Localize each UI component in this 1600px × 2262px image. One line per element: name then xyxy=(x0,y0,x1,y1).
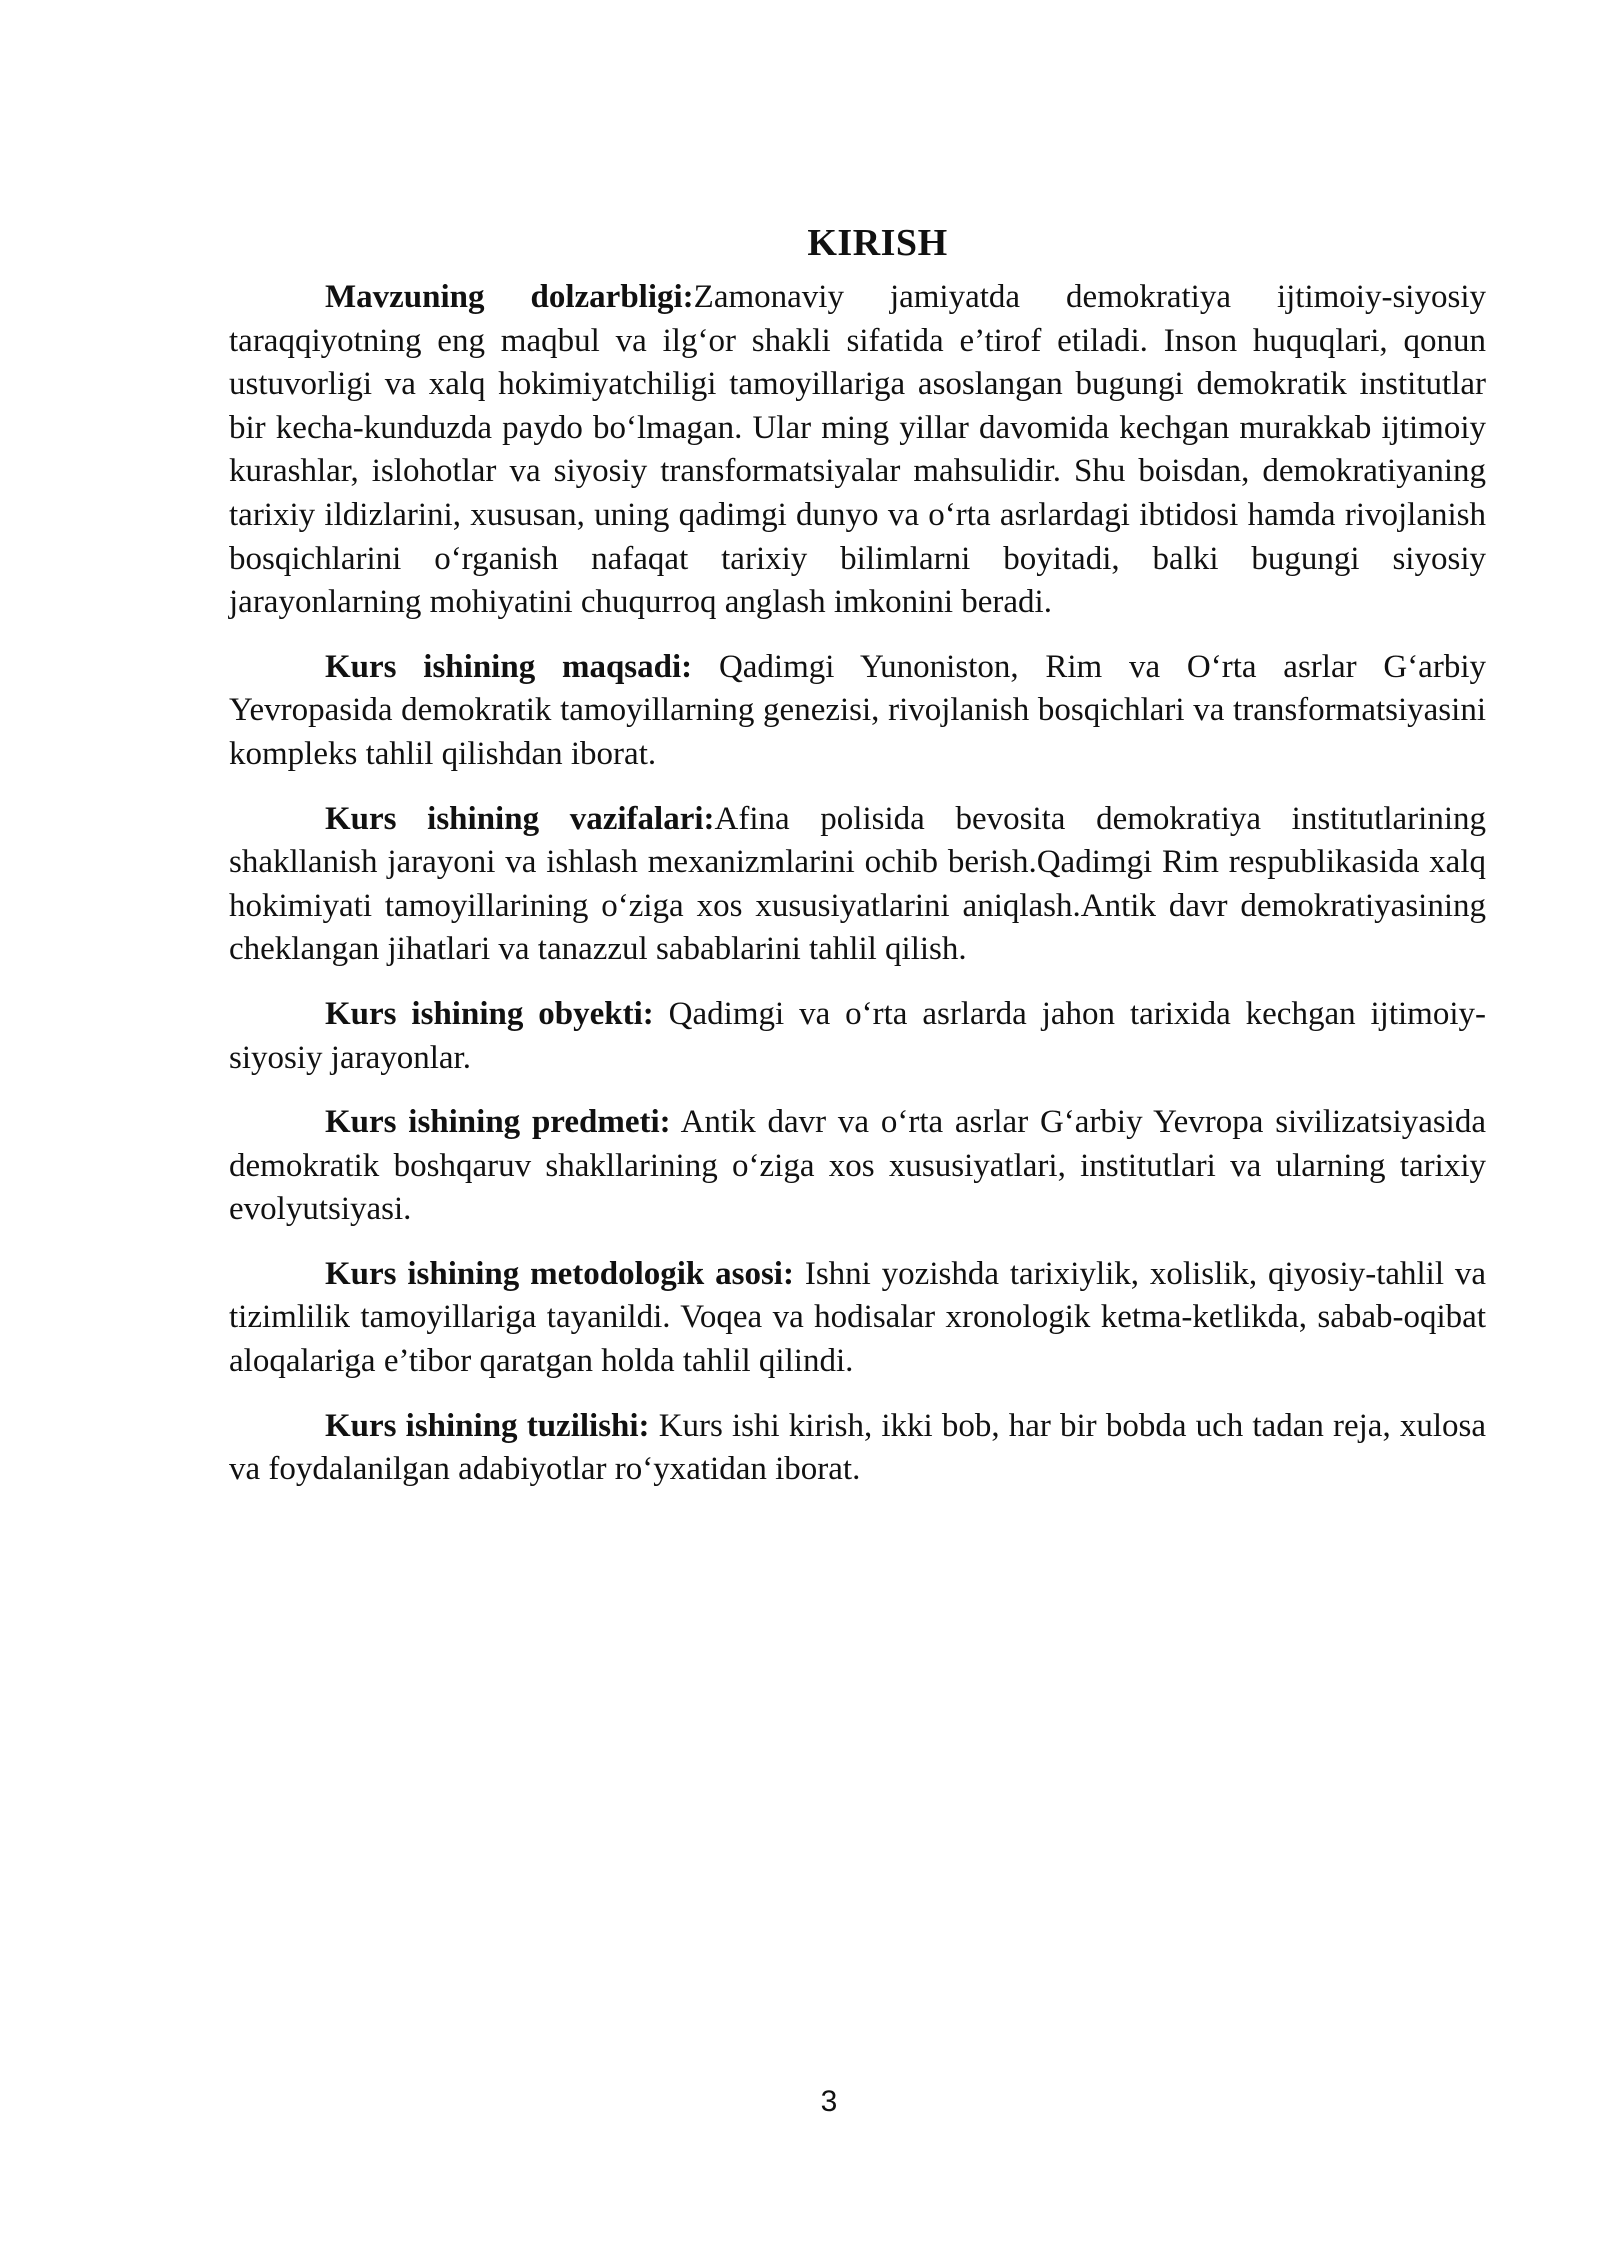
paragraph-structure xyxy=(229,1405,1486,1492)
paragraph-label: Mavzuning dolzarbligi: xyxy=(325,279,694,315)
page-title: KIRISH xyxy=(807,222,948,264)
paragraph-text: Qadimgi Yunoniston, Rim va O‘rta asrlar G‘arbiy Yevropasida demokratik tamoyillarning genezisi, rivojlanish bosqichlari va transformatsiyasini kompleks tahlil qilishdan iborat. xyxy=(229,648,1486,772)
paragraph-text: Zamonaviy jamiyatda demokratiya ijtimoiy-siyosiy taraqqiyotning eng maqbul va ilg‘or shakli sifatida e’tirof etiladi. Inson huquqlari, qonun ustuvorligi va xalq hokimiyatchiligi tamoyillariga asoslangan bugungi demokratik institutlar bir kecha-kunduzda paydo bo‘lmagan. Ular ming yillar davomida kechgan murakkab ijtimoiy kurashlar, islohotlar va siyosiy transformatsiyalar mahsulidir. Shu boisdan, demokratiyaning tarixiy ildizlarini, xususan, uning qadimgi dunyo va o‘rta asrlardagi ibtidosi hamda rivojlanish bosqichlarini o‘rganish nafaqat tarixiy bilimlarni boyitadi, balki bugungi siyosiy jarayonlarning mohiyatini chuqurroq anglash imkonini beradi. xyxy=(229,279,1486,621)
paragraph-tasks xyxy=(229,798,1486,972)
paragraph-text: Afina polisida bevosita demokratiya institutlarining shakllanish jarayoni va ishlash mexanizmlarini ochib berish.Qadimgi Rim respublikasida xalq hokimiyati tamoyillarining o‘ziga xos xususiyatlarini aniqlash.Antik davr demokratiyasining cheklangan jihatlari va tanazzul sabablarini tahlil qilish. xyxy=(229,800,1486,968)
paragraph-text: Ishni yozishda tarixiylik, xolislik, qiyosiy-tahlil va tizimlilik tamoyillariga tayanildi. Voqea va hodisalar xronologik ketma-ketlikda, sabab-oqibat aloqalariga e’tibor qaratgan holda tahlil qilindi. xyxy=(229,1255,1487,1380)
page-content xyxy=(229,214,1486,1513)
paragraph-label: Kurs ishining predmeti: xyxy=(325,1104,671,1141)
paragraph-text: Antik davr va o‘rta asrlar G‘arbiy Yevropa sivilizatsiyasida demokratik boshqaruv shakllarining o‘ziga xos xususiyatlari, institutlari va ularning tarixiy evolyutsiyasi. xyxy=(229,1104,1486,1228)
paragraph-text: Qadimgi va o‘rta asrlarda jahon tarixida kechgan ijtimoiy-siyosiy jarayonlar. xyxy=(229,995,1487,1076)
paragraph-label: Kurs ishining tuzilishi: xyxy=(325,1407,650,1444)
paragraph-label: Kurs ishining metodologik asosi: xyxy=(325,1255,794,1292)
paragraph-text: Kurs ishi kirish, ikki bob, har bir bobda uch tadan reja, xulosa va foydalanilgan adabiyotlar ro‘yxatidan iborat. xyxy=(229,1407,1486,1488)
paragraph-label: Kurs ishining maqsadi: xyxy=(325,648,693,685)
page-number: 3 xyxy=(820,2085,838,2118)
paragraph-relevance xyxy=(229,276,1486,625)
paragraph-label: Kurs ishining obyekti: xyxy=(325,995,654,1032)
paragraph-methodology xyxy=(229,1253,1486,1384)
paragraph-subject xyxy=(229,1101,1486,1232)
paragraph-label: Kurs ishining vazifalari: xyxy=(325,800,715,837)
paragraph-object xyxy=(229,993,1486,1080)
paragraph-goal xyxy=(229,646,1486,777)
